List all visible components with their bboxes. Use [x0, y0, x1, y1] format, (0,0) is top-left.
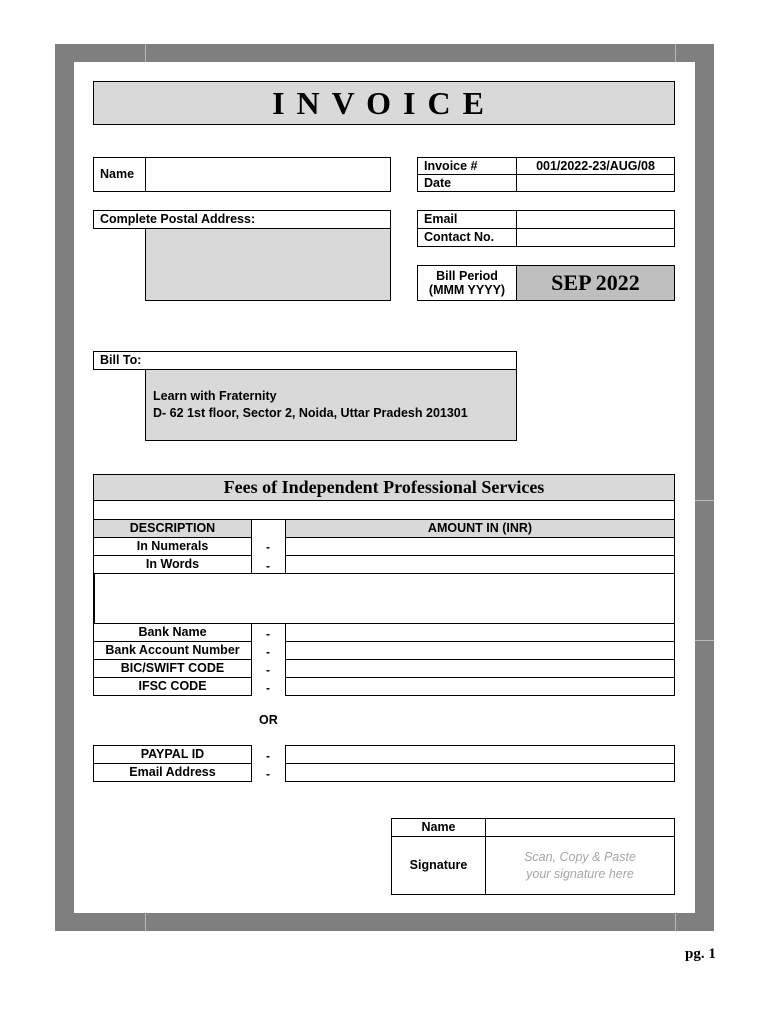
address-input[interactable] [145, 228, 391, 301]
page-number: pg. 1 [685, 946, 716, 962]
bill-to-label: Bill To: [93, 351, 517, 370]
invoice-title: INVOICE [93, 81, 675, 125]
frame-cell-divider [695, 500, 714, 501]
separator-dash: - [266, 767, 270, 781]
date-input[interactable] [516, 174, 675, 192]
signature-name-input[interactable] [485, 818, 675, 837]
frame-cell-divider [675, 44, 676, 62]
frame-cell-divider [675, 913, 676, 931]
bill-period-label-line2: (MMM YYYY) [428, 283, 506, 297]
ifsc-code-input[interactable] [285, 677, 675, 696]
paypal-id-label: PAYPAL ID [93, 745, 252, 764]
bic-swift-code-input[interactable] [285, 659, 675, 678]
invoice-number-label: Invoice # [417, 157, 517, 175]
date-label: Date [417, 174, 517, 192]
bank-name-input[interactable] [285, 623, 675, 642]
bank-name-label: Bank Name [93, 623, 252, 642]
or-label: OR [259, 713, 278, 727]
paypal-email-label: Email Address [93, 763, 252, 782]
signature-label: Signature [391, 836, 486, 895]
in-words-label: In Words [93, 555, 252, 574]
contact-label: Contact No. [417, 228, 517, 247]
separator-dash: - [266, 627, 270, 641]
signature-name-label: Name [391, 818, 486, 837]
separator-dash: - [266, 681, 270, 695]
email-label: Email [417, 210, 517, 229]
invoice-number-value[interactable]: 001/2022-23/AUG/08 [516, 157, 675, 175]
signature-area[interactable] [485, 836, 675, 895]
bill-period-value[interactable]: SEP 2022 [516, 265, 675, 301]
separator-dash: - [266, 663, 270, 677]
contact-input[interactable] [516, 228, 675, 247]
spacer-box [93, 573, 675, 624]
amount-numerals-input[interactable] [285, 537, 675, 556]
ifsc-code-label: IFSC CODE [93, 677, 252, 696]
frame-cell-divider [695, 640, 714, 641]
bill-to-box [145, 369, 517, 441]
email-input[interactable] [516, 210, 675, 229]
bill-period-label-line1: Bill Period [436, 268, 498, 283]
frame-cell-divider [145, 913, 146, 931]
paypal-id-input[interactable] [285, 745, 675, 764]
paypal-email-input[interactable] [285, 763, 675, 782]
name-input[interactable] [146, 158, 390, 191]
signature-placeholder-line2: your signature here [526, 866, 634, 881]
fees-section-title: Fees of Independent Professional Services [93, 474, 675, 501]
separator-dash: - [266, 540, 270, 554]
amount-header: AMOUNT IN (INR) [285, 519, 675, 538]
amount-words-input[interactable] [285, 555, 675, 574]
fees-blank-row [93, 500, 675, 520]
in-numerals-label: In Numerals [93, 537, 252, 556]
description-header: DESCRIPTION [93, 519, 252, 538]
separator-dash: - [266, 645, 270, 659]
frame-cell-divider [145, 44, 146, 62]
address-label: Complete Postal Address: [93, 210, 391, 229]
bill-to-line2: D- 62 1st floor, Sector 2, Noida, Uttar Pradesh 201301 [153, 406, 468, 420]
bank-account-number-input[interactable] [285, 641, 675, 660]
name-label: Name [93, 157, 146, 192]
separator-dash: - [266, 749, 270, 763]
bank-account-number-label: Bank Account Number [93, 641, 252, 660]
bill-to-line1: Learn with Fraternity [153, 389, 277, 403]
bic-swift-code-label: BIC/SWIFT CODE [93, 659, 252, 678]
signature-placeholder-line1: Scan, Copy & Paste [524, 849, 636, 864]
bill-period-label [417, 265, 517, 301]
separator-dash: - [266, 559, 270, 573]
